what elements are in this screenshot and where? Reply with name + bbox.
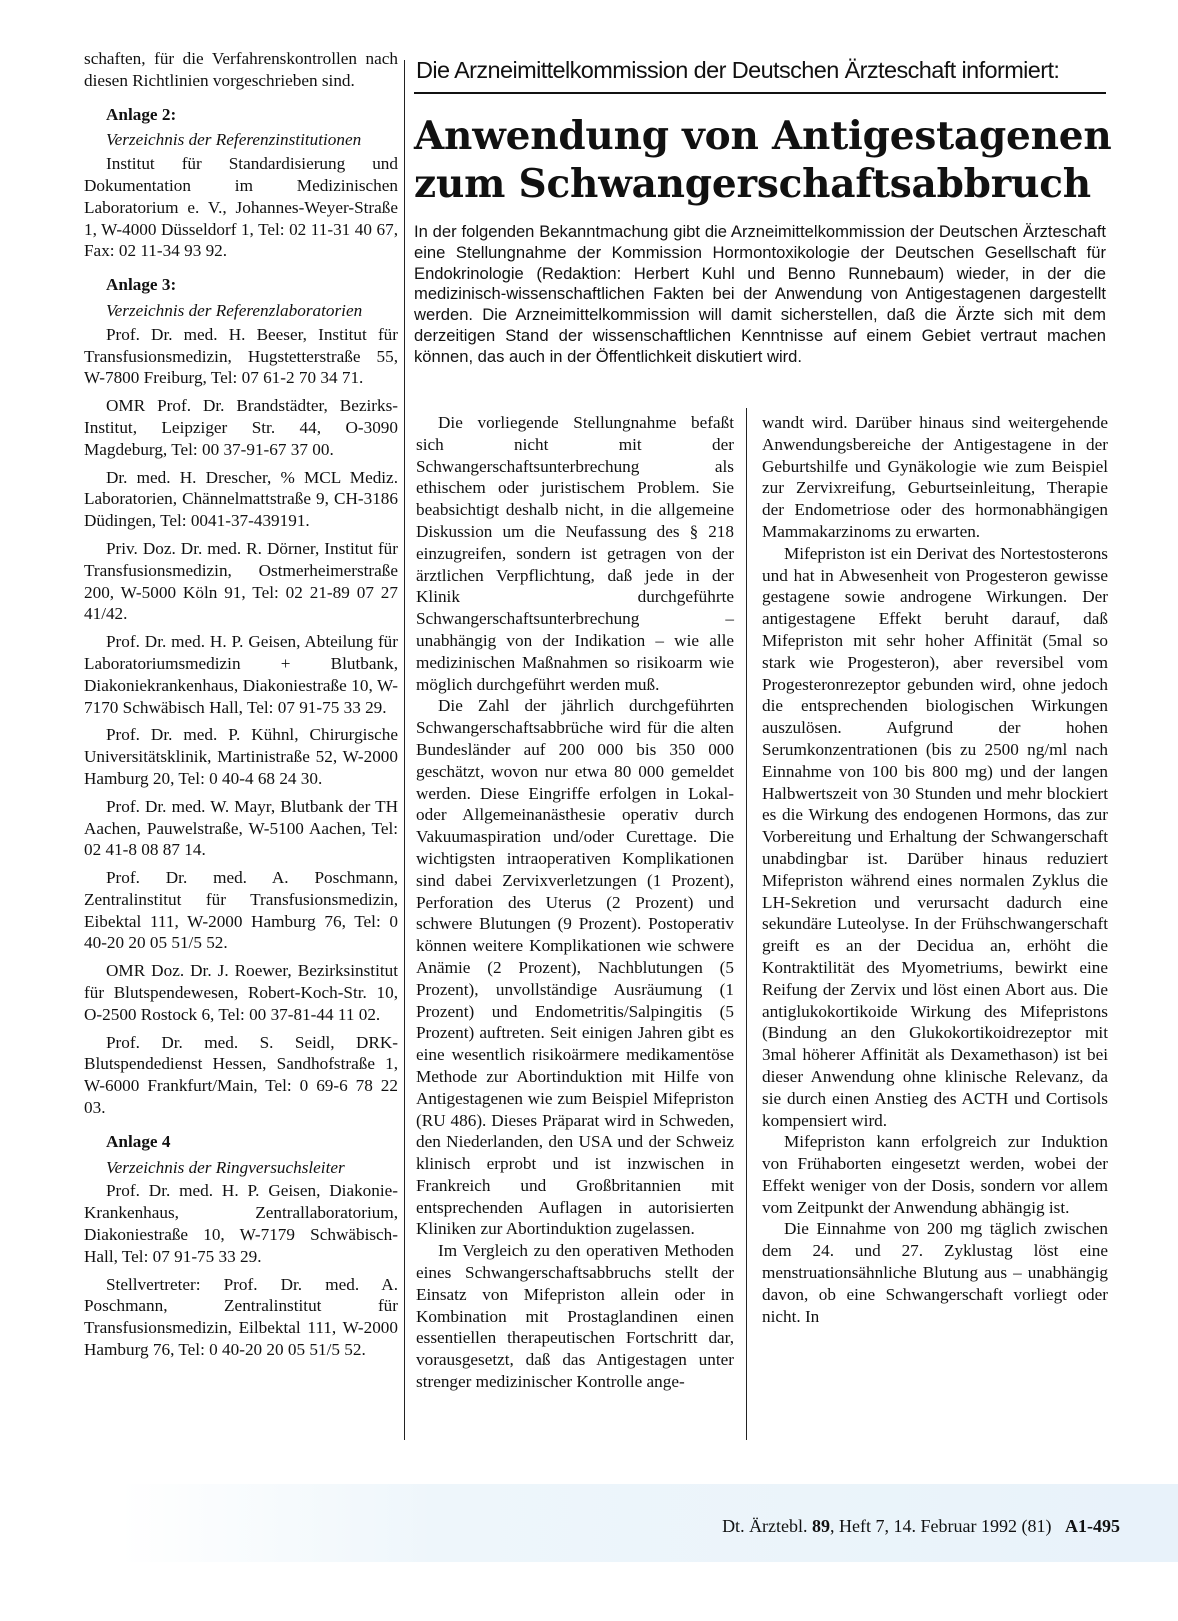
footer-journal: Dt. Ärztebl. [722,1516,808,1536]
article-headline [414,112,1114,208]
body-paragraph: Die Zahl der jährlich durchgeführten Schwangerschaftsabbrüche wird für die alten Bundesländer auf 200 000 bis 350 000 geschätzt, wovon nur etwa 80 000 gemeldet werden. Diese Eingriffe erfolgen in Lokal- oder Allgemeinanästhesie operativ durch Vakuumaspiration und/oder Curettage. Die wichtigsten intraoperativen Komplikationen sind dabei Zervixverletzungen (1 Prozent), Perforation des Uterus (2 Prozent) und schwere Blutungen (9 Prozent). Postoperativ können weitere Komplikationen wie schwere Anämie (2 Prozent), Nachblutungen (5 Prozent), unvollständige Ausräumung (1 Prozent) und Endometritis/Salpingitis (5 Prozent) auftreten. Seit einigen Jahren gibt es eine wesentlich risikoärmere medikamentöse Methode zur Abortinduktion mit Hilfe von Antigestagenen wie zum Beispiel Mifepriston (RU 486). Dieses Präparat wird in Schweden, den Niederlanden, den USA und der Schweiz klinisch erprobt und ist inzwischen in Frankreich und Großbritannien mit entsprechenden Auflagen in autorisierten Kliniken zur Abortinduktion zugelassen. [416,696,734,1239]
address-entry: Priv. Doz. Dr. med. R. Dörner, Institut für Transfusionsmedizin, Ostmerheimerstraße 200, W-5000 Köln 91, Tel: 02 21-89 07 27 41/42. [84,538,398,624]
page-footer [620,1516,1120,1537]
anlage4-subtitle: Verzeichnis der Ringversuchsleiter [106,1157,345,1177]
headline-line-1: Anwendung von Antigestagenen [414,113,1112,159]
address-entry: OMR Doz. Dr. J. Roewer, Bezirksinstitut für Blutspendewesen, Robert-Koch-Str. 10, O-2500 Rostock 6, Tel: 00 37-81-44 11 02. [84,961,398,1024]
anlage4-title: Anlage 4 [106,1131,171,1151]
address-entry: Prof. Dr. med. H. P. Geisen, Abteilung für Laboratoriumsmedizin + Blutbank, Diakoniekrankenhaus, Diakoniestraße 10, W-7170 Schwäbisch Hall, Tel: 07 91-75 33 29. [84,632,398,717]
footer-volume: 89 [812,1516,831,1536]
anlage3-title: Anlage 3: [106,275,177,295]
address-entry: Dr. med. H. Drescher, % MCL Mediz. Laboratorien, Chännelmattstraße 9, CH-3186 Düdingen, Tel: 0041-37-439191. [84,467,398,531]
address-entry: Institut für Standardisierung und Dokumentation im Medizinischen Laboratorium e. V., Johannes-Weyer-Straße 1, W-4000 Düsseldorf 1, Tel: 02 11-31 40 67, Fax: 02 11-34 93 92. [84,154,398,261]
body-paragraph: Die vorliegende Stellungnahme befaßt sich nicht mit der Schwangerschaftsunterbrechung als ethischem oder juristischem Problem. Sie beabsichtigt deshalb nicht, in die allgemeine Diskussion um die Neufassung des § 218 einzugreifen, sondern ist getragen von der ärztlichen Verpflichtung, daß jede in der Klinik durchgeführte Schwangerschaftsunterbrechung – unabhängig von der Indikation – wie alle medizinischen Maßnahmen so risikoarm wie möglich durchgeführt werden muß. [416,413,734,694]
column-divider-mid [746,408,747,1440]
anlage3-subtitle: Verzeichnis der Referenzlaboratorien [106,300,363,320]
body-paragraph: Mifepriston ist ein Derivat des Nortestosterons und hat in Abwesenheit von Progesteron gewisse gestagene sowie androgene Wirkungen. Der antigestagene Effekt beruht darauf, daß Mifepriston mit sehr hoher Affinität (5mal so stark wie Progesteron), aber reversibel vom Progesteronrezeptor gebunden wird, ohne jedoch die entsprechenden biologischen Wirkungen auszulösen. Aufgrund der hohen Serumkonzentrationen (bis zu 2500 ng/ml nach Einnahme von 100 bis 800 mg) und der langen Halbwertszeit von 30 Stunden und mehr blockiert es die Wirkung des endogenen Hormons, das zur Vorbereitung und Erhaltung der Schwangerschaft unabdingbar ist. Darüber hinaus reduziert Mifepriston während eines normalen Zyklus die LH-Sekretion und verursacht dadurch eine sekundäre Luteolyse. In der Frühschwangerschaft greift es an der Decidua an, erhöht die Kontraktilität des Myometriums, bewirkt eine Reifung der Zervix und löst einen Abort aus. Die antiglukokortikoide Wirkung des Mifepristons (Bindung an den Glukokortikoidrezeptor mit 3mal höherer Affinität als Dexamethason) ist bei dieser Anwendung ohne klinische Relevanz, da sie durch einen Anstieg des ACTH und Cortisols kompensiert wird. [762,543,1108,1130]
anlage2-subtitle: Verzeichnis der Referenzinstitutionen [106,130,362,150]
footer-issue: , Heft 7, 14. Februar 1992 (81) [830,1516,1052,1536]
article-kicker: Die Arzneimittelkommission der Deutschen Ärzteschaft informiert: [416,57,1060,83]
address-entry: Prof. Dr. med. P. Kühnl, Chirurgische Universitätsklinik, Martinistraße 52, W-2000 Hamburg 20, Tel: 0 40-4 68 24 30. [84,725,398,788]
address-entry: OMR Prof. Dr. Brandstädter, Bezirks-Institut, Leipziger Str. 44, O-3090 Magdeburg, Tel: 00 37-91-67 37 00. [84,396,398,459]
address-entry: Prof. Dr. med. S. Seidl, DRK-Blutspendedienst Hessen, Sandhofstraße 1, W-6000 Frankfurt/Main, Tel: 0 69-6 78 22 03. [84,1032,398,1118]
address-entry: Prof. Dr. med. A. Poschmann, Zentralinstitut für Transfusionsmedizin, Eibektal 111, W-2000 Hamburg 76, Tel: 0 40-20 20 05 51/5 52. [84,868,398,953]
address-entry: Prof. Dr. med. H. Beeser, Institut für Transfusionsmedizin, Hugstetterstraße 55, W-7800 Freiburg, Tel: 07 61-2 70 34 71. [84,324,398,388]
address-entry: Stellvertreter: Prof. Dr. med. A. Poschmann, Zentralinstitut für Transfusionsmedizin, Eilbektal 111, W-2000 Hamburg 76, Tel: 0 40-20 20 05 51/5 52. [84,1274,398,1360]
kicker-rule [414,92,1106,94]
body-paragraph: Im Vergleich zu den operativen Methoden eines Schwangerschaftsabbruchs stellt der Einsatz von Mifepriston allein oder in Kombination mit Prostaglandinen einen essentiellen therapeutischen Fortschritt dar, vorausgesetzt, daß das Antigestagen unter strenger medizinischer Kontrolle ange- [416,1241,734,1392]
body-paragraph: Mifepriston kann erfolgreich zur Induktion von Frühaborten eingesetzt werden, wobei der Effekt weniger von der Dosis, sondern vor allem vom Zeitpunkt der Anwendung abhängig ist. [762,1132,1108,1217]
left-opening-text: schaften, für die Verfahrenskontrollen nach diesen Richtlinien vorgeschrieben sind. [84,49,398,90]
body-paragraph: Die Einnahme von 200 mg täglich zwischen dem 24. und 27. Zyklustag löst eine menstruationsähnliche Blutung aus – unabhängig davon, ob eine Schwangerschaft vorliegt oder nicht. In [762,1219,1108,1326]
headline-line-2: zum Schwangerschaftsabbruch [414,161,1091,207]
article-intro: In der folgenden Bekanntmachung gibt die Arzneimittelkommission der Deutschen Ärzteschaft eine Stellungnahme der Kommission Hormontoxikologie der Deutschen Gesellschaft für Endokrinologie (Redaktion: Herbert Kuhl und Benno Runnebaum) wieder, in der die medizinisch-wissenschaftlichen Fakten bei der Anwendung von Antigestagenen dargestellt werden. Die Arzneimittelkommission will damit sicherstellen, daß die Ärzte sich mit dem derzeitigen Stand der wissenschaftlichen Kenntnisse auf einem Gebiet vertraut machen können, das auch in der Öffentlichkeit diskutiert wird. [414,222,1106,366]
address-entry: Prof. Dr. med. W. Mayr, Blutbank der TH Aachen, Pauwelstraße, W-5100 Aachen, Tel: 02 41-8 08 87 14. [84,796,398,860]
anlage2-title: Anlage 2: [106,104,177,124]
article-column-right [762,412,1108,1327]
body-paragraph: wandt wird. Darüber hinaus sind weitergehende Anwendungsbereiche der Antigestagene in der Geburtshilfe und Gynäkologie wie zum Beispiel zur Zervixreifung, Geburtseinleitung, Therapie der Endometriose oder des hormonabhängigen Mammakarzinoms zu erwarten. [762,413,1108,541]
article-column-middle [416,412,734,1393]
left-column [84,48,398,1367]
footer-page-number: A1-495 [1065,1516,1120,1536]
address-entry: Prof. Dr. med. H. P. Geisen, Diakonie-Krankenhaus, Zentrallaboratorium, Diakoniestraße 10, W-7179 Schwäbisch-Hall, Tel: 07 91-75 33 29. [84,1181,398,1266]
column-divider-left [404,60,405,1440]
